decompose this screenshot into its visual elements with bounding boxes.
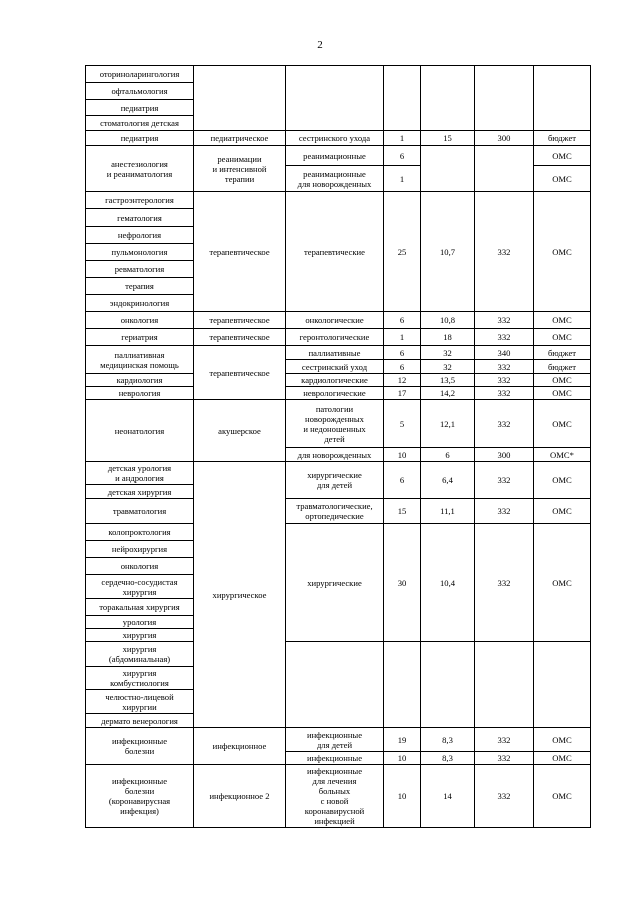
table-row [86, 499, 591, 524]
table-cell: онкология [86, 312, 194, 329]
table-cell: колопроктология [86, 524, 194, 541]
table-cell [421, 146, 475, 192]
table-cell: 18 [421, 329, 475, 346]
table-cell: инфекционные для детей [286, 728, 384, 752]
table-cell: акушерское [194, 400, 286, 462]
page-number: 2 [317, 39, 323, 51]
table-cell: онкология [86, 558, 194, 575]
table-cell: хирургические [286, 524, 384, 642]
table-row [86, 192, 591, 209]
table-cell: детская урология и андрология [86, 462, 194, 485]
table-row [86, 642, 591, 667]
table-row [86, 131, 591, 146]
table-cell: 25 [384, 192, 421, 312]
table-cell: 6 [384, 360, 421, 374]
table-cell: терапевтическое [194, 192, 286, 312]
table-cell: 332 [475, 499, 534, 524]
table-cell: педиатрическое [194, 131, 286, 146]
table-cell: педиатрия [86, 100, 194, 116]
table-cell: 300 [475, 131, 534, 146]
table-cell: урология [86, 616, 194, 629]
table-cell: 8,3 [421, 728, 475, 752]
table-cell: бюджет [534, 346, 591, 360]
table-cell: 332 [475, 400, 534, 448]
table-cell: ОМС [534, 728, 591, 752]
table-cell: кардиологические [286, 374, 384, 387]
table-cell: травматологические, ортопедические [286, 499, 384, 524]
table-cell: ОМС [534, 166, 591, 192]
table-cell: инфекционные [286, 752, 384, 765]
table-cell [534, 66, 591, 131]
table-cell: стоматология детская [86, 116, 194, 131]
table-cell: неонатология [86, 400, 194, 462]
table-cell: хирургическое [194, 462, 286, 728]
table-cell: 300 [475, 448, 534, 462]
table-row [86, 329, 591, 346]
table-cell: онкологические [286, 312, 384, 329]
table-cell: 6 [384, 462, 421, 499]
table-row [86, 400, 591, 448]
table-row [86, 524, 591, 541]
table-cell: 10,4 [421, 524, 475, 642]
table-cell: 340 [475, 346, 534, 360]
table-cell: 12,1 [421, 400, 475, 448]
table-cell: ОМС [534, 462, 591, 499]
table-row [86, 312, 591, 329]
table-cell: терапевтическое [194, 329, 286, 346]
table-cell: 332 [475, 462, 534, 499]
table-row [86, 462, 591, 485]
table-cell: нейрохирургия [86, 541, 194, 558]
table-cell: сердечно-сосудистая хирургия [86, 575, 194, 599]
table-cell: терапия [86, 278, 194, 295]
table-cell: ОМС [534, 387, 591, 400]
table-cell: реанимации и интенсивной терапии [194, 146, 286, 192]
table-cell: 332 [475, 329, 534, 346]
table-cell: ОМС [534, 400, 591, 448]
table-cell: эндокринология [86, 295, 194, 312]
table-cell: 1 [384, 329, 421, 346]
table-cell: инфекционное 2 [194, 765, 286, 828]
table-cell [534, 642, 591, 728]
table-cell: инфекционные для лечения больных с новой коронавирусной инфекцией [286, 765, 384, 828]
table-cell: ОМС [534, 499, 591, 524]
table-cell: 332 [475, 728, 534, 752]
table-row [86, 66, 591, 83]
table-cell: реанимационные для новорожденных [286, 166, 384, 192]
table-cell: 17 [384, 387, 421, 400]
table-cell [475, 146, 534, 192]
table-cell: 332 [475, 765, 534, 828]
table-cell: 8,3 [421, 752, 475, 765]
table-cell: 1 [384, 166, 421, 192]
table-cell: неврологические [286, 387, 384, 400]
table-cell: 332 [475, 387, 534, 400]
table-cell: терапевтические [286, 192, 384, 312]
table-cell [384, 66, 421, 131]
table-cell: торакальная хирургия [86, 599, 194, 616]
table-cell: неврология [86, 387, 194, 400]
table-cell: хирургические для детей [286, 462, 384, 499]
table-cell: ОМС [534, 312, 591, 329]
table-cell: инфекционное [194, 728, 286, 765]
table-cell: хирургия (абдоминальная) [86, 642, 194, 667]
table-cell: 332 [475, 752, 534, 765]
table-cell: 14 [421, 765, 475, 828]
table-cell: 30 [384, 524, 421, 642]
table-cell: 12 [384, 374, 421, 387]
table-row [86, 374, 591, 387]
bed-fund-table [85, 65, 591, 828]
table-cell: кардиология [86, 374, 194, 387]
table-cell: оториноларингология [86, 66, 194, 83]
table-cell: ОМС [534, 765, 591, 828]
table-row [86, 146, 591, 166]
table-cell [286, 642, 384, 728]
table-cell: гериатрия [86, 329, 194, 346]
table-cell: челюстно-лицевой хирургии [86, 690, 194, 714]
table-cell: сестринский уход [286, 360, 384, 374]
table-cell: гематология [86, 209, 194, 227]
table-cell: паллиативные [286, 346, 384, 360]
table-cell: 5 [384, 400, 421, 448]
table-cell: инфекционные болезни (коронавирусная инфекция) [86, 765, 194, 828]
table-cell: ОМС* [534, 448, 591, 462]
table-cell: нефрология [86, 227, 194, 244]
table-cell: патологии новорожденных и недоношенных детей [286, 400, 384, 448]
table-cell: терапевтическое [194, 346, 286, 400]
table-cell: геронтологические [286, 329, 384, 346]
table-cell: 332 [475, 524, 534, 642]
table-cell [194, 66, 286, 131]
table-cell: сестринского ухода [286, 131, 384, 146]
table-cell: педиатрия [86, 131, 194, 146]
table-cell: инфекционные болезни [86, 728, 194, 765]
table-cell: 332 [475, 360, 534, 374]
table-cell: дермато венерология [86, 714, 194, 728]
table-cell: травматология [86, 499, 194, 524]
table-cell: офтальмология [86, 83, 194, 100]
table-cell: 10,7 [421, 192, 475, 312]
table-cell [384, 642, 421, 728]
table-cell [421, 642, 475, 728]
table-cell [421, 66, 475, 131]
table-cell: 6 [384, 346, 421, 360]
table-row [86, 728, 591, 752]
table-cell: 15 [384, 499, 421, 524]
table-cell: хирургия комбустиология [86, 667, 194, 690]
table-cell: 10 [384, 765, 421, 828]
table-cell: 6,4 [421, 462, 475, 499]
table-cell: 6 [384, 146, 421, 166]
table-cell: 10 [384, 752, 421, 765]
table-row [86, 387, 591, 400]
table-cell: бюджет [534, 131, 591, 146]
table-cell: 10 [384, 448, 421, 462]
table-cell: терапевтическое [194, 312, 286, 329]
table-cell: бюджет [534, 360, 591, 374]
table-cell: 14,2 [421, 387, 475, 400]
table-cell: 6 [384, 312, 421, 329]
table-cell: 1 [384, 131, 421, 146]
table-cell: ОМС [534, 752, 591, 765]
table-cell: детская хирургия [86, 485, 194, 499]
table-cell: паллиативная медицинская помощь [86, 346, 194, 374]
table-cell: 19 [384, 728, 421, 752]
table-cell: гастроэнтерология [86, 192, 194, 209]
table-cell: 332 [475, 374, 534, 387]
table-cell: хирургия [86, 629, 194, 642]
table-cell [475, 66, 534, 131]
table-cell: ОМС [534, 192, 591, 312]
table-cell: ОМС [534, 146, 591, 166]
table-row [86, 765, 591, 828]
table-cell: ОМС [534, 524, 591, 642]
table-cell: ревматология [86, 261, 194, 278]
table-cell: 332 [475, 312, 534, 329]
table-cell: пульмонология [86, 244, 194, 261]
table-cell [475, 642, 534, 728]
table-cell: 32 [421, 346, 475, 360]
table-cell: 11,1 [421, 499, 475, 524]
table-cell: 10,8 [421, 312, 475, 329]
table-cell: 15 [421, 131, 475, 146]
table-cell: ОМС [534, 374, 591, 387]
table-cell: реанимационные [286, 146, 384, 166]
table-cell: ОМС [534, 329, 591, 346]
table-row [86, 346, 591, 360]
table-cell: 32 [421, 360, 475, 374]
table-cell [286, 66, 384, 131]
table-cell: 6 [421, 448, 475, 462]
table-cell: анестезиология и реаниматология [86, 146, 194, 192]
table-cell: для новорожденных [286, 448, 384, 462]
table-cell: 13,5 [421, 374, 475, 387]
table-cell: 332 [475, 192, 534, 312]
